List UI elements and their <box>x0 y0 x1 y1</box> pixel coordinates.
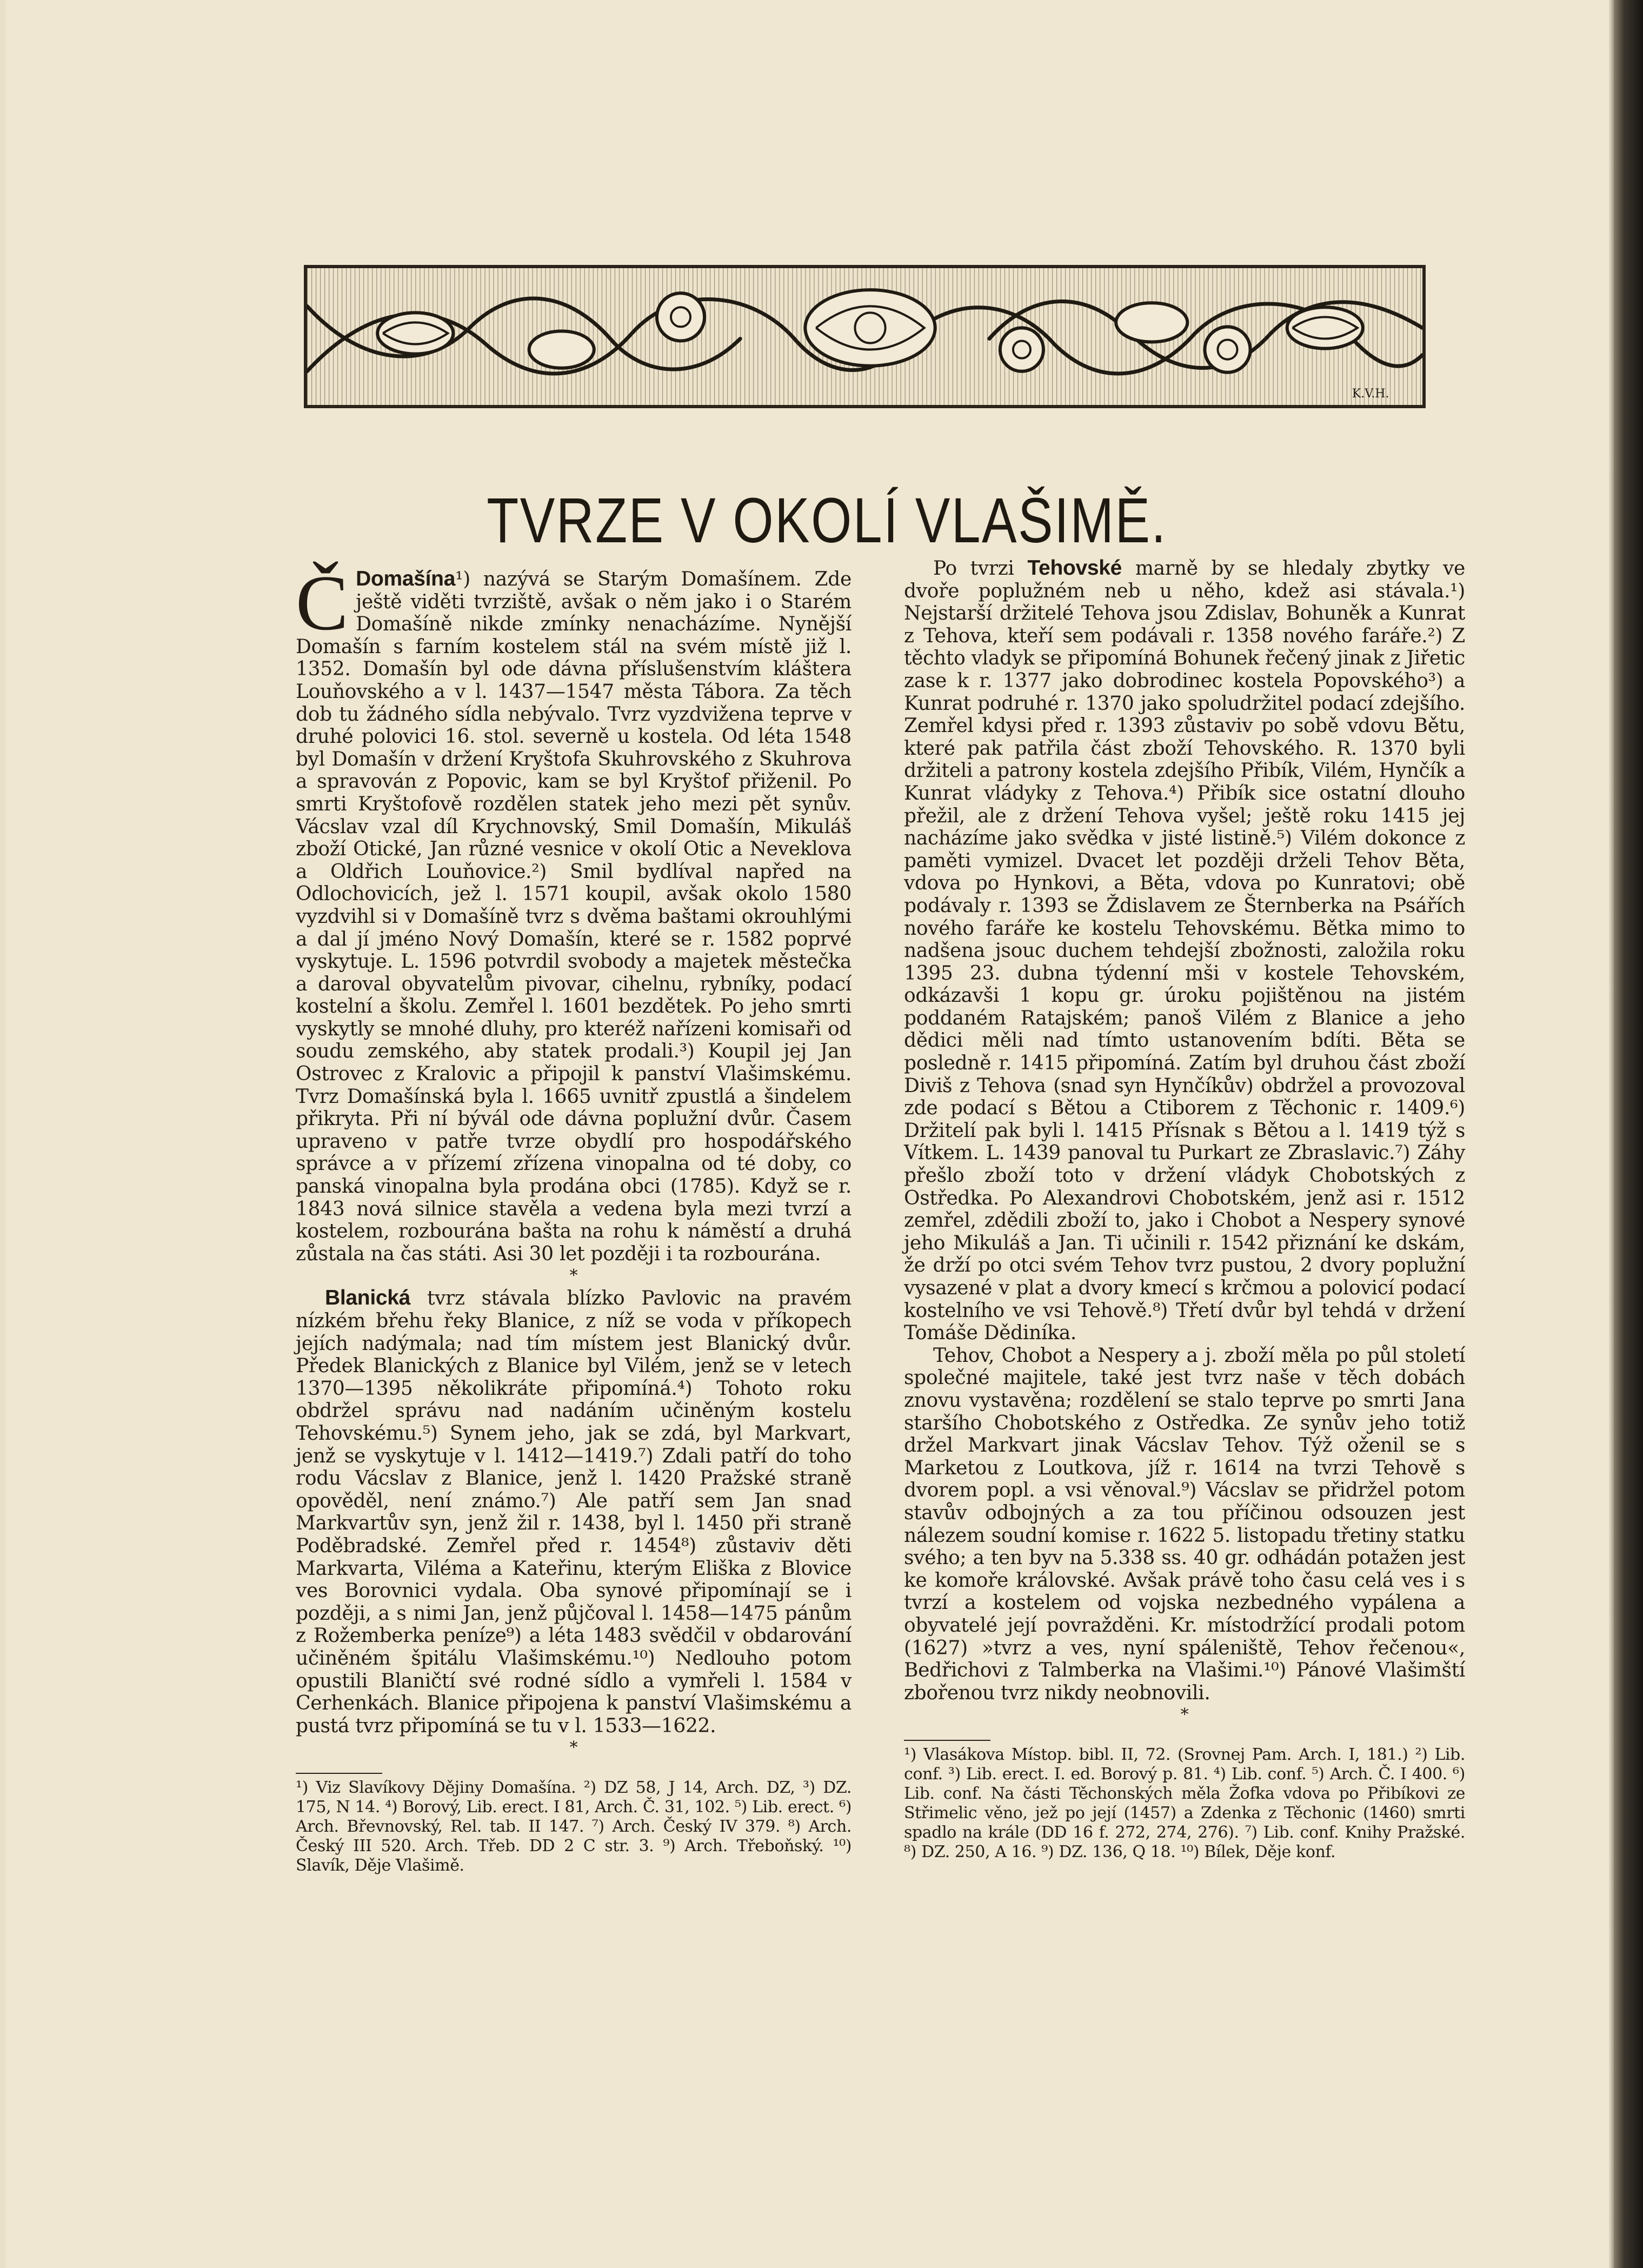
section-separator: * <box>1180 1705 1189 1725</box>
paragraph-tehov <box>904 557 1465 1345</box>
ornamental-header-band <box>304 265 1426 408</box>
book-binding <box>1614 0 1643 2268</box>
paragraph-tehov-text: marně by se hledaly zbytky ve dvoře poplužném neb u něho, kdež asi stávala.¹) Nejstarší držitelé Tehova jsou Zdislav, Bohuněk a Kunrat z Tehova, kteří sem podávali r. 1358 nového faráře.²) Z těchto vladyk se připomíná Bohunek řečený jinak z Jiřetic zase k r. 1377 jako dobrodinec kostela Popovského³) a Kunrat podruhé r. 1370 jako spoludržitel podací zdejšího. Zemřel kdysi před r. 1393 zůstaviv po sobě vdovu Bětu, které pak patřila část zboží Tehovského. R. 1370 byli držiteli a patrony kostela zdejšího Přibík, Vilém, Hynčík a Kunrat vládyky z Tehova.⁴) Přibík sice ostatní dlouho přežil, ale z držení Tehova vyšel; ještě roku 1415 jej nacházíme jako svědka v jisté listině.⁵) Vilém dokonce z paměti vymizel. Dvacet let později drželi Tehov Běta, vdova po Hynkovi, a Běta, vdova po Kunratovi; obě podávaly r. 1393 se Ždislavem ze Šternberka na Psářích nového faráře ke kostelu Tehovskému. Bětka mimo to nadšena jsouc duchem tehdejší zbožnosti, založila roku 1395 23. dubna týdenní mši v kostele Tehovském, odkázavši 1 kopu gr. úroku pojištěnou na jistém poddaném Ratajském; panoš Vilém z Blanice a jeho dědici měli nad tímto ustanovením bdíti. Běta se posledně r. 1415 připomíná. Zatím byl druhou část zboží Diviš z Tehova (snad syn Hynčíkův) obdržel a provozoval zde podací s Bětou a Ctiborem z Těchonic r. 1409.⁶) Držitelí pak byli l. 1415 Přísnak s Bětou a l. 1419 týž s Vítkem. L. 1439 panoval tu Purkart ze Zbraslavic.⁷) Záhy přešlo zboží toto v držení vládyk Chobotských z Ostředka. Po Alexandrovi Chobotském, jenž asi r. 1512 zemřel, zdědili zboží to, jako i Chobot a Nespery synové jeho Mikuláš a Jan. Ti učinili r. 1542 přiznání ke dskám, že drží po otci svém Tehov tvrz pustou, 2 dvory poplužní vysazené v plat a dvory kmecí s krčmou a polovicí podací kostelního ve vsi Tehově.⁸) Třetí dvůr byl tehdá v držení Tomáše Dědiníka. <box>904 557 1465 1345</box>
place-name-domasin: Domašína <box>356 567 456 590</box>
ornament-signature: K.V.H. <box>1352 387 1389 401</box>
footnotes-right: ¹) Vlasákova Místop. bibl. II, 72. (Srovnej Pam. Arch. I, 181.) ²) Lib. conf. ³) Lib. erect. I. ed. Borový p. 81. ⁴) Lib. conf. ⁵) Arch. Č. I 400. ⁶) Lib. conf. Na části Těchonských měla Žofka vdova po Přibíkovi ze Střimelic věno, jež po její (1457) a Zdenka z Těchonic (1460) smrti spadlo na krále (DD 16 f. 272, 274, 276). ⁷) Lib. conf. Knihy Pražské. ⁸) DZ. 250, A 16. ⁹) DZ. 136, Q 18. ¹⁰) Bílek, Děje konf. <box>904 1745 1465 1862</box>
book-page <box>5 0 1614 2268</box>
footnotes-left: ¹) Viz Slavíkovy Dějiny Domašína. ²) DZ 58, J 14, Arch. DZ, ³) DZ. 175, N 14. ⁴) Borový, Lib. erect. I 81, Arch. Č. 31, 102. ⁵) Lib. erect. ⁶) Arch. Břevnovský, Rel. tab. II 147. ⁷) Arch. Český IV 379. ⁸) Arch. Český III 520. Arch. Třeb. DD 2 C str. 3. ⁹) Arch. Třeboňský. ¹⁰) Slavík, Děje Vlašimě. <box>296 1778 852 1875</box>
footnote-rule <box>904 1740 990 1741</box>
left-column <box>296 559 852 1875</box>
paragraph-blanicka <box>296 1287 852 1737</box>
paragraph-domasin-text: ¹) nazývá se Starým Domašínem. Zde ještě viděti tvrziště, avšak o něm jako i o Starém Domašíně nikde zmínky nenacházíme. Nynější Domašín s farním kostelem stál na svém místě již l. 1352. Domašín byl ode dávna příslušenstvím kláštera Louňovského a v l. 1437—1547 města Tábora. Za těch dob tu žádného sídla nebývalo. Tvrz vyzdvižena teprve v druhé polovici 16. stol. severně u kostela. Od léta 1548 byl Domašín v držení Kryštofa Skuhrovského z Skuhrova a spravován z Popovic, kam se byl Kryštof přiženil. Po smrti Kryštofově rozdělen statek jeho mezi pět synův. Vácslav vzal díl Krychnovský, Smil Domašín, Mikuláš zboží Otické, Jan různé vesnice v okolí Otic a Neveklova a Oldřich Louňovice.²) Smil bydlíval napřed na Odlochovicích, jež l. 1571 koupil, avšak okolo 1580 vyzdvihl si v Domašíně tvrz s dvěma baštami okrouhlými a dal jí jméno Nový Domašín, které se r. 1582 poprvé vyskytuje. L. 1596 potvrdil svobody a majetek městečka a daroval obyvatelům pivovar, cihelnu, rybníky, podací kostelní a školu. Zemřel l. 1601 bezdětek. Po jeho smrti vyskytly se mnohé dluhy, pro kteréž nařízeni komisaři od soudu zemského, aby statek prodali.³) Koupil jej Jan Ostrovec z Kralovic a připojil k panství Vlašimskému. Tvrz Domašínská byla l. 1665 uvnitř zpustlá a šindelem přikryta. Při ní bývál ode dávna poplužní dvůr. Časem upraveno v patře tvrze obydlí pro hospodářského správce a v přízemí zřízena vinopalna od té doby, co panská vinopalna byla prodána obci (1785). Když se r. 1843 nová silnice stavěla a vedena byla mezi tvrzí a kostelem, rozbourána bašta na rohu k náměstí a druhá zůstala na čas státi. Asi 30 let později i ta rozbourána. <box>296 568 852 1265</box>
paragraph-blanicka-text: tvrz stávala blízko Pavlovic na pravém nízkém břehu řeky Blanice, z níž se voda v příkopech jejích nadýmala; nad tím místem jest Blanický dvůr. Předek Blanických z Blanice byl Vilém, jenž se v letech 1370—1395 několikráte připomíná.⁴) Tohoto roku obdržel správu nad nadáním učiněným kostelu Tehovskému.⁵) Synem jeho, jak se zdá, byl Markvart, jenž se vyskytuje v l. 1412—1419.⁷) Zdali patří do toho rodu Vácslav z Blanice, jenž l. 1420 Pražské straně opověděl, není známo.⁷) Ale patří sem Jan snad Markvartův syn, jenž žil r. 1438, byl l. 1450 při straně Poděbradské. Zemřel před r. 1454⁸) zůstaviv děti Markvarta, Viléma a Kateřinu, kterým Eliška z Blovice ves Borovnici vydala. Oba synové připomínají se i později, a s nimi Jan, jenž půjčoval l. 1458—1475 pánům z Rožemberka peníze⁹) a léta 1483 svědčil v obdarování učiněném špitálu Vlašimskému.¹⁰) Nedlouho potom opustili Blaničtí své rodné sídlo a vymřeli l. 1584 v Cerhenkách. Blanice připojena k panství Vlašimskému a pustá tvrz připomíná se tu v l. 1533—1622. <box>296 1287 852 1737</box>
footnote-rule <box>296 1773 382 1774</box>
page-title: TVRZE V OKOLÍ VLAŠIMĚ. <box>487 485 1167 556</box>
section-separator: * <box>569 1738 578 1758</box>
floral-ornament-icon <box>307 268 1422 405</box>
binding-shadow <box>1608 0 1614 2268</box>
place-name-blanicka: Blanická <box>325 1286 411 1310</box>
place-name-tehovske: Tehovské <box>1027 556 1122 580</box>
paragraph-tehov-lead: Po tvrzi <box>933 557 1014 580</box>
paragraph-domasin <box>296 559 852 1265</box>
section-separator: * <box>569 1266 578 1286</box>
drop-cap: Č <box>296 559 349 647</box>
right-column <box>904 557 1465 1862</box>
paragraph-tehov-later: Tehov, Chobot a Nespery a j. zboží měla po půl století společné majitele, také jest tvrz naše v těch dobách znovu vystavěna; rozdělení se stalo teprve po smrti Jana staršího Chobotského z Ostředka. Ze synův jeho totiž držel Markvart jinak Vácslav Tehov. Týž oženil se s Marketou z Loutkova, jíž r. 1614 na tvrzi Tehově s dvorem popl. a vsi věnoval.⁹) Vácslav se přidržel potom stavův odbojných a za tou příčinou odsouzen jest nálezem soudní komise r. 1622 5. listopadu třetiny statku svého; a ten byv na 5.338 ss. 40 gr. odhádán potažen jest ke komoře královské. Avšak právě toho času celá ves i s tvrzí a kostelem od vojska nezbedného vypálena a obyvatelé její povražděni. Kr. místodržící prodali potom (1627) »tvrz a ves, nyní spáleniště, Tehov řečenou«, Bedřichovi z Talmberka na Vlašimi.¹⁰) Pánové Vlašimští zbořenou tvrz nikdy neobnovili. <box>904 1344 1465 1704</box>
